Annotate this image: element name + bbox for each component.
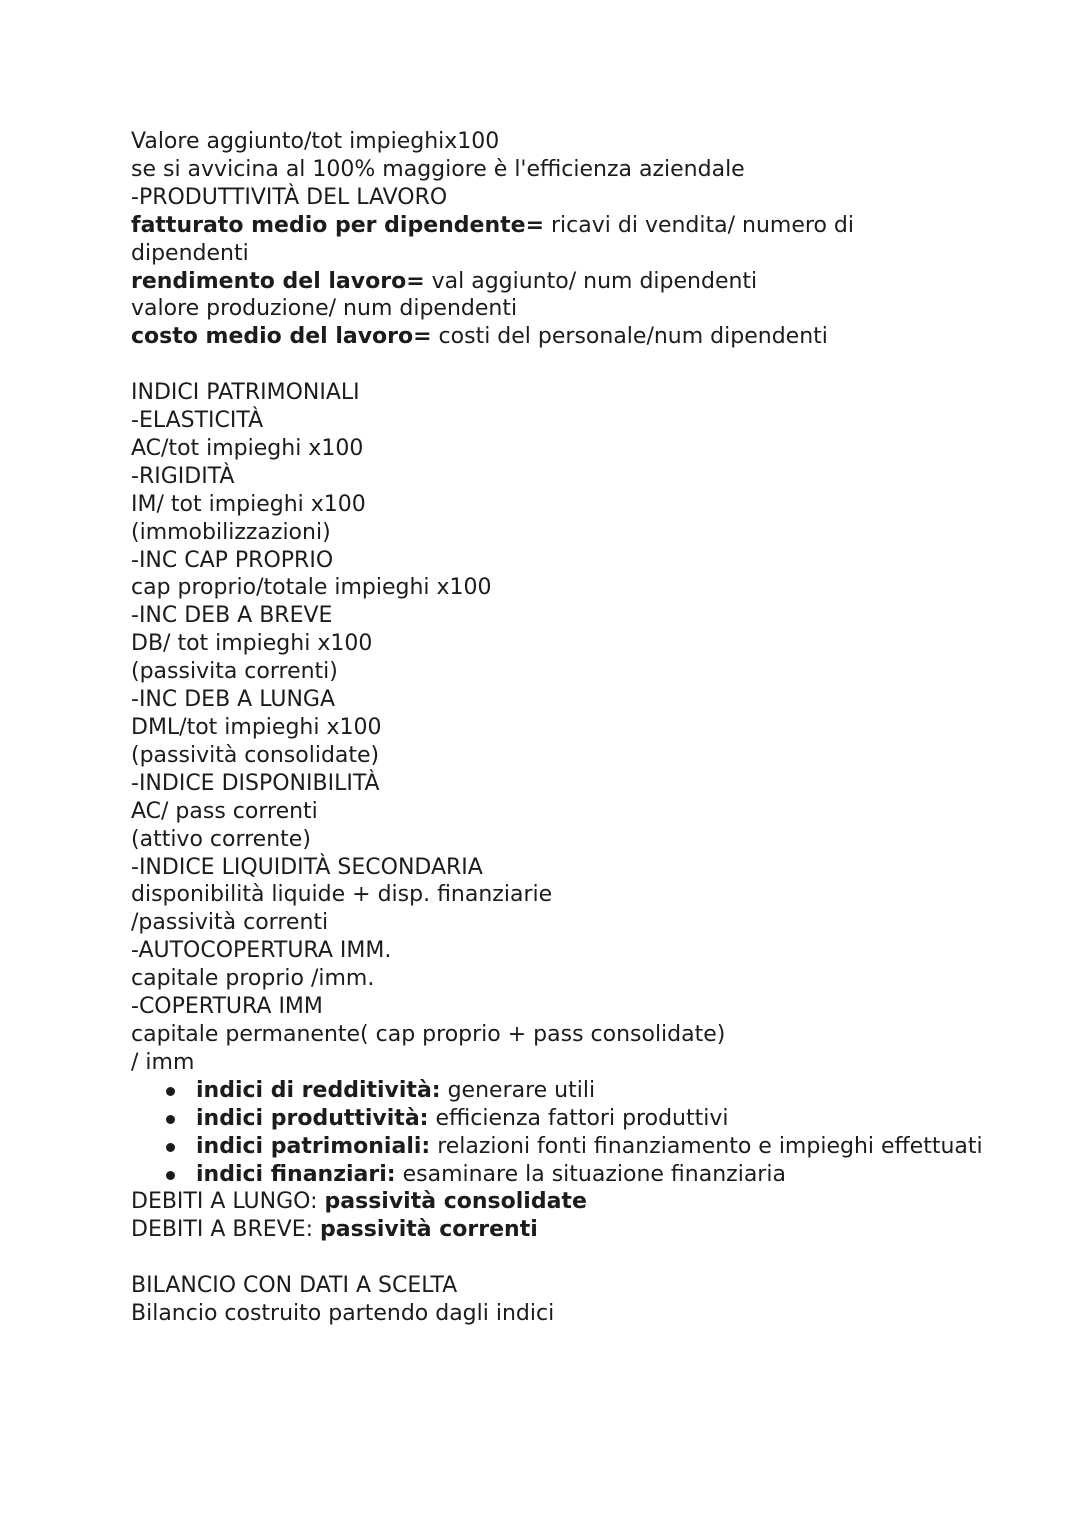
fatturato-term: fatturato medio per dipendente=: [131, 212, 545, 238]
fatturato-def: ricavi di vendita/ numero di: [544, 212, 854, 238]
patrimoniali-list: [131, 407, 991, 1077]
indice-heading: -INDICE DISPONIBILITÀ: [131, 770, 380, 796]
bilancio-text: Bilancio costruito partendo dagli indici: [131, 1301, 555, 1327]
debiti-lungo-term: DEBITI A LUNGO:: [131, 1189, 325, 1215]
indice-heading: -AUTOCOPERTURA IMM.: [131, 938, 392, 964]
rendimento-line: [131, 268, 991, 296]
produttivita-heading: -PRODUTTIVITÀ DEL LAVORO: [131, 184, 448, 210]
indici-bullet-list: [131, 1077, 991, 1189]
indice-formula: cap proprio/totale impieghi x100: [131, 575, 492, 601]
bullet-dot-icon: [166, 1115, 175, 1124]
indice-heading: -INC CAP PROPRIO: [131, 547, 334, 573]
debiti-lungo-line: [131, 1188, 991, 1216]
fatturato-def-cont: dipendenti: [131, 240, 249, 266]
bilancio-title: BILANCIO CON DATI A SCELTA: [131, 1273, 458, 1299]
indice-formula: IM/ tot impieghi x100: [131, 491, 366, 517]
costo-medio-line: [131, 323, 991, 351]
valore-produzione-line: valore produzione/ num dipendenti: [131, 296, 518, 322]
efficienza-note: se si avvicina al 100% maggiore è l'efficienza aziendale: [131, 156, 745, 182]
indice-formula: DB/ tot impieghi x100: [131, 631, 373, 657]
bullet-term: indici patrimoniali:: [196, 1133, 431, 1159]
costo-def: costi del personale/num dipendenti: [431, 324, 828, 350]
valore-aggiunto-formula: Valore aggiunto/tot impieghix100: [131, 129, 500, 154]
indice-heading: -COPERTURA IMM: [131, 994, 323, 1020]
indice-formula: capitale permanente( cap proprio + pass consolidate): [131, 1021, 726, 1047]
indice-heading: -INDICE LIQUIDITÀ SECONDARIA: [131, 854, 483, 880]
bullet-item: [131, 1161, 991, 1189]
debiti-breve-term: DEBITI A BREVE:: [131, 1217, 321, 1243]
indice-formula: capitale proprio /imm.: [131, 966, 375, 992]
indice-formula: AC/tot impieghi x100: [131, 435, 364, 461]
spacer: [131, 1244, 991, 1272]
bullet-item: [131, 1133, 991, 1161]
debiti-breve-line: [131, 1216, 991, 1244]
indice-heading: -RIGIDITÀ: [131, 463, 235, 489]
bullet-def: relazioni fonti finanziamento e impieghi effettuati: [430, 1133, 983, 1159]
indice-heading: -ELASTICITÀ: [131, 408, 264, 434]
indice-formula: AC/ pass correnti: [131, 798, 318, 824]
debiti-lungo-def: passività consolidate: [324, 1189, 587, 1215]
bullet-dot-icon: [166, 1171, 175, 1180]
patrimoniali-title: INDICI PATRIMONIALI: [131, 380, 360, 406]
spacer: [131, 351, 991, 379]
bullet-def: efficienza fattori produttivi: [428, 1105, 729, 1131]
rendimento-term: rendimento del lavoro=: [131, 268, 425, 294]
indice-formula: disponibilità liquide + disp. finanziarie: [131, 882, 553, 908]
bullet-item: [131, 1105, 991, 1133]
indice-heading: -INC DEB A BREVE: [131, 603, 333, 629]
bullet-term: indici di redditività:: [196, 1077, 441, 1103]
indice-formula: / imm: [131, 1049, 195, 1075]
fatturato-medio-line: [131, 212, 991, 240]
notes-content: [131, 128, 991, 1328]
debiti-breve-def: passività correnti: [320, 1217, 538, 1243]
indice-formula: (passivita correnti): [131, 659, 338, 685]
bullet-term: indici finanziari:: [196, 1161, 396, 1187]
bullet-def: esaminare la situazione finanziaria: [395, 1161, 786, 1187]
bullet-term: indici produttività:: [196, 1105, 429, 1131]
rendimento-def: val aggiunto/ num dipendenti: [424, 268, 758, 294]
bullet-item: [131, 1077, 991, 1105]
indice-formula: DML/tot impieghi x100: [131, 715, 382, 741]
bullet-dot-icon: [166, 1143, 175, 1152]
indice-formula: (passività consolidate): [131, 742, 380, 768]
bullet-dot-icon: [166, 1087, 175, 1096]
indice-formula: /passività correnti: [131, 910, 329, 936]
indice-formula: (attivo corrente): [131, 826, 311, 852]
bullet-def: generare utili: [440, 1077, 596, 1103]
indice-formula: (immobilizzazioni): [131, 519, 331, 545]
indice-heading: -INC DEB A LUNGA: [131, 687, 336, 713]
costo-term: costo medio del lavoro=: [131, 324, 432, 350]
